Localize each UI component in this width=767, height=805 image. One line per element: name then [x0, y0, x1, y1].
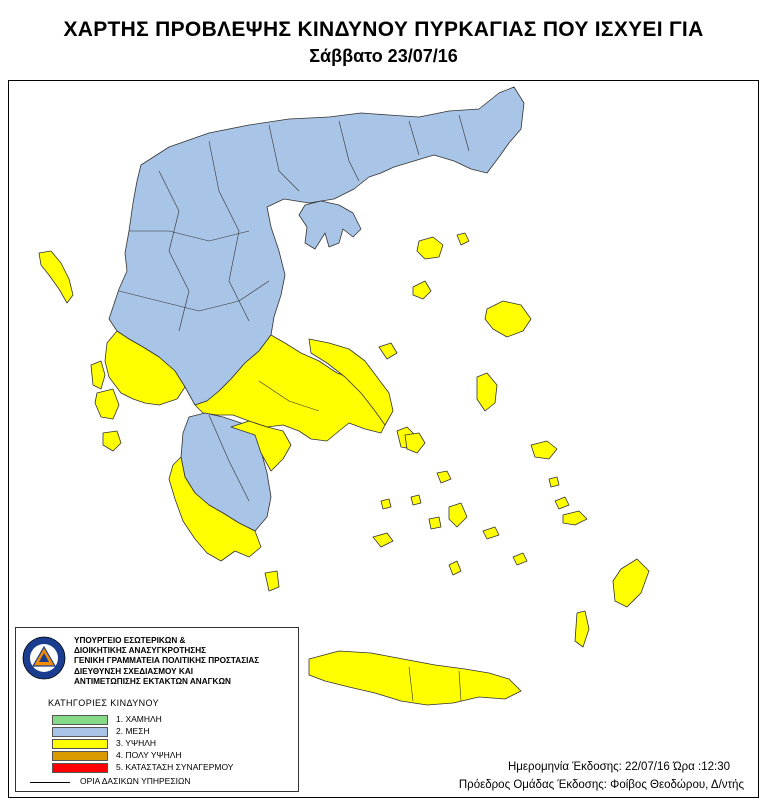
- legend-label: 1. ΧΑΜΗΛΗ: [116, 714, 162, 724]
- civil-protection-logo: [22, 636, 66, 680]
- legend-swatch-very-high: [52, 751, 108, 761]
- legend-border-label: ΟΡΙΑ ΔΑΣΙΚΩΝ ΥΠΗΡΕΣΙΩΝ: [80, 776, 191, 786]
- island-limnos: [413, 281, 431, 299]
- island-santorini: [449, 561, 461, 575]
- ministry-line: ΔΙΟΙΚΗΤΙΚΗΣ ΑΝΑΣΥΓΚΡΟΤΗΣΗΣ: [74, 646, 207, 656]
- map-frame: [8, 80, 759, 798]
- island-kos: [563, 511, 587, 525]
- map-title: ΧΑΡΤΗΣ ΠΡΟΒΛΕΨΗΣ ΚΙΝΔΥΝΟΥ ΠΥΡΚΑΓΙΑΣ ΠΟΥ ΙΣΧΥΕΙ ΓΙΑ: [63, 18, 704, 41]
- legend-swatch-medium: [52, 727, 108, 737]
- island-tinos: [437, 471, 451, 483]
- legend-swatch-high: [52, 739, 108, 749]
- island-milos: [373, 533, 393, 547]
- legend-label: 5. ΚΑΤΑΣΤΑΣΗ ΣΥΝΑΓΕΡΜΟΥ: [116, 762, 234, 772]
- issued-by: Πρόεδρος Ομάδας Έκδοσης: Φοίβος Θεοδώρου, Δ/ντής: [458, 779, 744, 791]
- ministry-line: ΓΕΝΙΚΗ ΓΡΑΜΜΑΤΕΙΑ ΠΟΛΙΤΙΚΗΣ ΠΡΟΣΤΑΣΙΑΣ: [74, 656, 260, 666]
- ministry-text: [74, 636, 296, 687]
- island-amorgos: [483, 527, 499, 539]
- island-paros: [429, 517, 441, 529]
- island-kythira: [265, 571, 279, 591]
- island-samos: [531, 441, 557, 459]
- island-samothrace: [457, 233, 469, 245]
- ministry-line: ΔΙΕΥΘΥΝΣΗ ΣΧΕΔΙΑΣΜΟΥ ΚΑΙ: [74, 666, 194, 676]
- island-naxos: [449, 503, 467, 527]
- island-rhodes: [613, 559, 649, 607]
- legend-swatch-alarm: [52, 763, 108, 773]
- island-zakynthos: [103, 431, 121, 451]
- island-lesvos: [485, 301, 531, 337]
- island-syros: [411, 495, 421, 505]
- island-lefkada: [91, 361, 105, 389]
- legend-panel: [15, 627, 299, 792]
- legend-categories-title: ΚΑΤΗΓΟΡΙΕΣ ΚΙΝΔΥΝΟΥ: [48, 698, 160, 708]
- island-kea: [381, 499, 391, 509]
- island-kalymnos: [555, 497, 569, 509]
- boundary-line-symbol: [30, 782, 70, 783]
- island-chios: [477, 373, 497, 411]
- island-thasos: [417, 237, 443, 259]
- island-astypalaia: [513, 553, 527, 565]
- island-andros: [405, 433, 425, 453]
- region-chalkidiki: [299, 201, 361, 249]
- legend-label: 2. ΜΕΣΗ: [116, 726, 150, 736]
- ministry-line: ΥΠΟΥΡΓΕΙΟ ΕΣΩΤΕΡΙΚΩΝ &: [74, 636, 186, 645]
- island-leros: [549, 477, 559, 487]
- legend-label: 3. ΥΨΗΛΗ: [116, 738, 157, 748]
- island-karpathos: [575, 611, 589, 647]
- island-skiathos: [379, 343, 397, 359]
- legend-label: 4. ΠΟΛΥ ΥΨΗΛΗ: [116, 750, 182, 760]
- legend-swatch-low: [52, 715, 108, 725]
- ministry-line: ΑΝΤΙΜΕΤΩΠΙΣΗΣ ΕΚΤΑΚΤΩΝ ΑΝΑΓΚΩΝ: [74, 676, 231, 686]
- forecast-date: Σάββατο 23/07/16: [309, 46, 458, 66]
- island-kefalonia: [95, 389, 119, 419]
- issue-date-time: Ημερομηνία Έκδοσης: 22/07/16 Ώρα :12:30: [508, 761, 730, 773]
- island-crete: [309, 651, 521, 705]
- island-corfu: [39, 251, 73, 303]
